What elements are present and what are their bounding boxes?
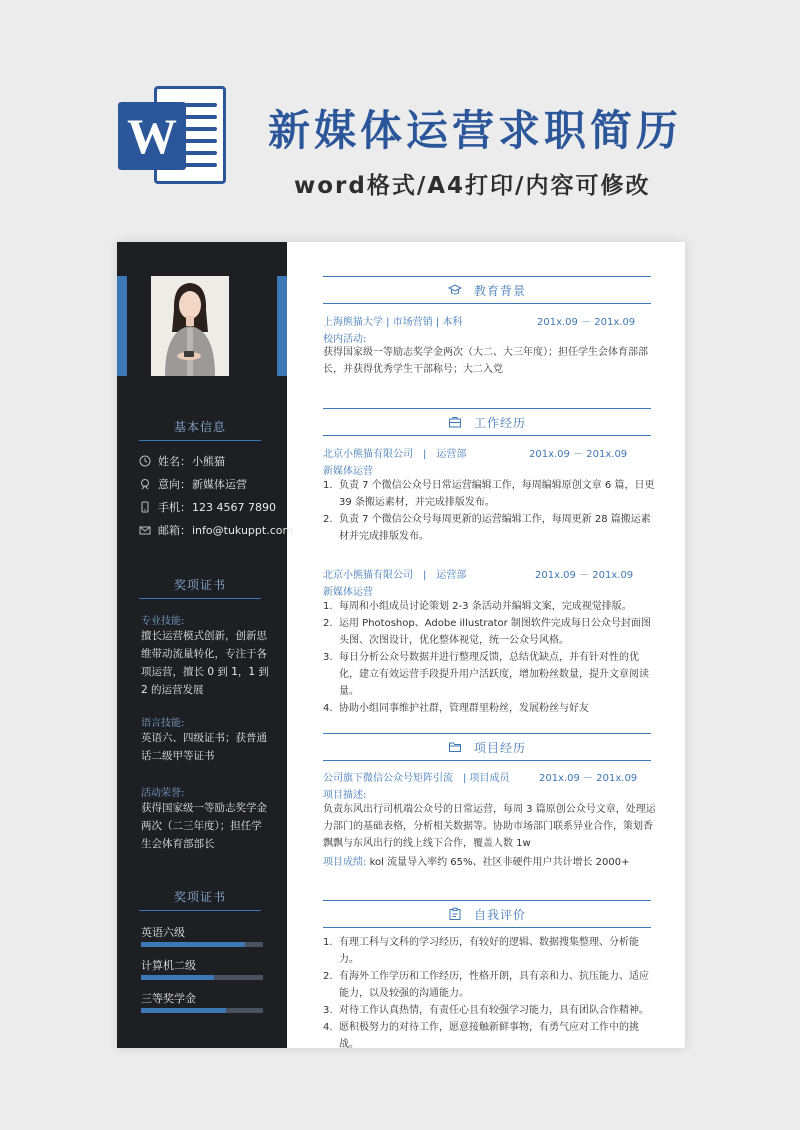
group-label: 活动荣誉: — [141, 788, 185, 799]
list-item: 2. 有海外工作学历和工作经历，性格开朗，具有亲和力、抗压能力、适应能力，以及较强的沟通能力。 — [323, 971, 649, 999]
group-text: 英语六、四级证书；获普通话二级甲等证书 — [141, 732, 267, 762]
skill-name: 计算机二级 — [141, 959, 196, 972]
project-result: 项目成绩: kol 流量导入率约 65%、社区非硬件用户共计增长 2000+ — [323, 857, 630, 868]
group-text: 擅长运营模式创新，创新思维带动流量转化，专注于各项运营，擅长 0 到 1，1 到 2 的运营发展 — [141, 630, 269, 696]
self-eval-heading: 自我评价 — [323, 900, 651, 928]
project-heading: 项目经历 — [323, 733, 651, 761]
list-item: 1. 每周和小组成员讨论策划 2-3 条活动并编辑文案，完成视觉排版。 — [323, 601, 632, 612]
info-email: 邮箱： info@tukuppt.com — [139, 522, 293, 538]
list-item: 4. 愿积极努力的对待工作，愿意接触新鲜事物，有勇气应对工作中的挑战。 — [323, 1022, 639, 1050]
job-duties — [323, 598, 657, 717]
clipboard-icon — [448, 907, 462, 921]
page-subtitle: word格式/A4打印/内容可修改 — [294, 173, 651, 199]
phone-icon — [139, 501, 151, 513]
self-eval-list — [323, 934, 657, 1053]
info-phone: 手机： 123 4567 7890 — [139, 499, 276, 515]
work-heading: 工作经历 — [323, 408, 651, 436]
info-intent: 意向： 新媒体运营 — [139, 476, 247, 492]
awards-heading: 奖项证书 — [139, 576, 261, 599]
info-name: 姓名： 小熊猫 — [139, 453, 225, 469]
user-icon — [139, 455, 151, 467]
basic-info-heading: 基本信息 — [139, 418, 261, 441]
education-org: 上海熊猫大学 | 市场营销 | 本科 201x.09 － 201x.09 — [323, 313, 462, 328]
project-desc-label: 项目描述: — [323, 790, 367, 801]
skill-bar — [141, 975, 263, 980]
list-item: 3. 对待工作认真热情，有责任心且有较强学习能力，具有团队合作精神。 — [323, 1005, 649, 1016]
job-org: 北京小熊猫有限公司 | 运营部 201x.09 － 201x.09 — [323, 445, 466, 460]
education-label: 校内活动: — [323, 334, 367, 345]
folder-icon — [448, 740, 462, 754]
skill-name: 三等奖学金 — [141, 992, 196, 1005]
group-label: 语言技能: — [141, 718, 185, 729]
page-header — [0, 0, 800, 235]
list-item: 1. 有理工科与文科的学习经历，有较好的逻辑、数据搜集整理、分析能力。 — [323, 937, 639, 965]
briefcase-icon — [448, 415, 462, 429]
project-desc: 负责东风出行司机端公众号的日常运营，每周 3 篇原创公众号文章，处理运力部门的基础表格，分析相关数据等。协助市场部门联系异业合作，策划香飘飘与东风出行的线上线下合作，覆盖人数 1w — [323, 804, 656, 849]
skill-bar — [141, 942, 263, 947]
job-date: 201x.09 － 201x.09 — [535, 570, 634, 581]
page-title: 新媒体运营求职简历 — [268, 106, 683, 155]
skills-heading: 奖项证书 — [139, 888, 261, 911]
list-item: 1. 负责 7 个微信公众号日常运营编辑工作，每周编辑原创文章 6 篇，日更 39 条搬运素材，并完成排版发布。 — [323, 480, 655, 508]
list-item: 4. 协助小组同事维护社群，管理群里粉丝，发展粉丝与好友 — [323, 703, 589, 714]
job-date: 201x.09 － 201x.09 — [529, 449, 628, 460]
graduation-cap-icon — [448, 283, 462, 297]
avatar-photo — [151, 276, 229, 376]
resume-sheet — [117, 242, 685, 1048]
education-date: 201x.09 － 201x.09 — [537, 317, 636, 328]
sidebar — [117, 242, 294, 1048]
word-logo-icon: W — [118, 86, 228, 186]
group-label: 专业技能: — [141, 616, 185, 627]
job-duties — [323, 477, 657, 545]
sidebar-accent-right — [277, 276, 287, 376]
education-heading: 教育背景 — [323, 276, 651, 304]
skill-bar — [141, 1008, 263, 1013]
education-text: 获得国家级一等励志奖学金两次（大二、大三年度）；担任学生会体育部部长，并获得优秀学生干部称号；大二入党 — [323, 347, 648, 375]
job-org: 北京小熊猫有限公司 | 运营部 201x.09 － 201x.09 — [323, 566, 466, 581]
project-date: 201x.09 － 201x.09 — [539, 773, 638, 784]
list-item: 2. 负责 7 个微信公众号每周更新的运营编辑工作，每周更新 28 篇搬运素材并完成排版发布。 — [323, 514, 651, 542]
target-icon — [139, 478, 151, 490]
job-role: 新媒体运营 — [323, 466, 373, 477]
job-role: 新媒体运营 — [323, 587, 373, 598]
group-text: 获得国家级一等励志奖学金两次（二三年度）；担任学生会体育部部长 — [141, 802, 267, 850]
project-org: 公司旗下微信公众号矩阵引流 | 项目成员 201x.09 － 201x.09 — [323, 769, 510, 784]
mail-icon — [139, 524, 151, 536]
skill-name: 英语六级 — [141, 926, 185, 939]
list-item: 2. 运用 Photoshop、Adobe illustrator 制图软件完成每日公众号封面图头图、次图设计，优化整体视觉，统一公众号风格。 — [323, 618, 651, 646]
list-item: 3. 每日分析公众号数据并进行整理反馈，总结优缺点，并有针对性的优化，建立有效运营手段提升用户活跃度，增加粉丝数量，提升文章阅读量。 — [323, 652, 649, 697]
sidebar-accent-left — [117, 276, 127, 376]
